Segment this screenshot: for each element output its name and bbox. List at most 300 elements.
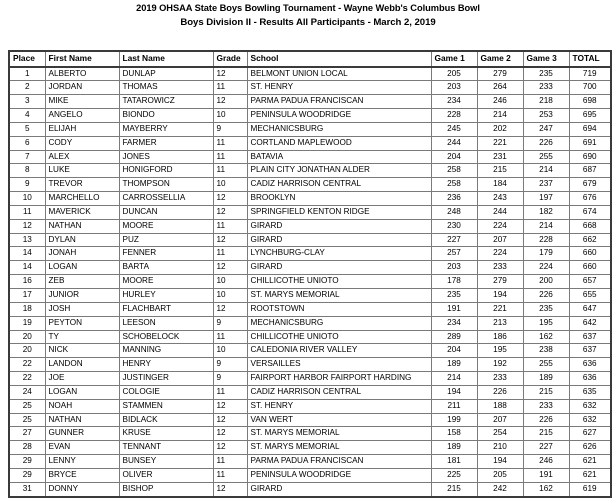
cell-game-2: 233 [477, 372, 523, 386]
cell-total: 679 [569, 178, 611, 192]
cell-game-2: 224 [477, 247, 523, 261]
cell-game-3: 253 [523, 109, 569, 123]
cell-game-2: 213 [477, 316, 523, 330]
cell-game-1: 227 [431, 233, 477, 247]
cell-grade: 10 [213, 289, 247, 303]
cell-grade: 12 [213, 482, 247, 496]
cell-grade: 11 [213, 330, 247, 344]
cell-game-3: 237 [523, 178, 569, 192]
cell-place: 5 [9, 122, 45, 136]
cell-game-2: 192 [477, 358, 523, 372]
cell-total: 647 [569, 302, 611, 316]
cell-game-3: 247 [523, 122, 569, 136]
cell-first-name: ANGELO [45, 109, 119, 123]
cell-last-name: STAMMEN [119, 399, 213, 413]
cell-game-2: 231 [477, 150, 523, 164]
column-header-game-3: Game 3 [523, 51, 569, 67]
cell-game-3: 228 [523, 233, 569, 247]
cell-grade: 11 [213, 164, 247, 178]
cell-game-3: 195 [523, 316, 569, 330]
cell-game-2: 233 [477, 261, 523, 275]
cell-total: 695 [569, 109, 611, 123]
cell-total: 668 [569, 219, 611, 233]
table-row [9, 233, 611, 247]
cell-total: 660 [569, 247, 611, 261]
cell-grade: 12 [213, 192, 247, 206]
cell-first-name: DONNY [45, 482, 119, 496]
cell-grade: 12 [213, 233, 247, 247]
cell-game-2: 242 [477, 482, 523, 496]
cell-game-3: 255 [523, 150, 569, 164]
cell-game-2: 205 [477, 468, 523, 482]
cell-first-name: LANDON [45, 358, 119, 372]
cell-game-1: 258 [431, 178, 477, 192]
column-header-total: TOTAL [569, 51, 611, 67]
cell-game-1: 189 [431, 358, 477, 372]
cell-grade: 11 [213, 219, 247, 233]
cell-game-1: 234 [431, 95, 477, 109]
page-titles [0, 0, 616, 30]
cell-place: 12 [9, 219, 45, 233]
cell-game-2: 221 [477, 302, 523, 316]
table-body [9, 67, 611, 497]
cell-game-2: 186 [477, 330, 523, 344]
cell-game-2: 184 [477, 178, 523, 192]
cell-school: CADIZ HARRISON CENTRAL [247, 178, 431, 192]
cell-first-name: NOAH [45, 399, 119, 413]
cell-game-2: 224 [477, 219, 523, 233]
cell-total: 632 [569, 399, 611, 413]
cell-game-2: 226 [477, 385, 523, 399]
cell-game-3: 197 [523, 192, 569, 206]
cell-first-name: TREVOR [45, 178, 119, 192]
cell-school: CALEDONIA RIVER VALLEY [247, 344, 431, 358]
cell-school: LYNCHBURG-CLAY [247, 247, 431, 261]
table-row [9, 136, 611, 150]
cell-last-name: THOMPSON [119, 178, 213, 192]
cell-game-2: 214 [477, 109, 523, 123]
column-header-last-name: Last Name [119, 51, 213, 67]
cell-last-name: BISHOP [119, 482, 213, 496]
cell-last-name: JUSTINGER [119, 372, 213, 386]
cell-game-2: 188 [477, 399, 523, 413]
cell-last-name: CARROSSELLIA [119, 192, 213, 206]
cell-school: ST. MARYS MEMORIAL [247, 441, 431, 455]
table-row [9, 358, 611, 372]
column-header-game-1: Game 1 [431, 51, 477, 67]
cell-game-2: 279 [477, 67, 523, 81]
cell-game-1: 211 [431, 399, 477, 413]
table-row [9, 330, 611, 344]
cell-first-name: PEYTON [45, 316, 119, 330]
cell-total: 636 [569, 358, 611, 372]
cell-first-name: JUNIOR [45, 289, 119, 303]
cell-first-name: ZEB [45, 275, 119, 289]
cell-game-1: 215 [431, 482, 477, 496]
cell-total: 694 [569, 122, 611, 136]
cell-school: CORTLAND MAPLEWOOD [247, 136, 431, 150]
cell-school: MECHANICSBURG [247, 122, 431, 136]
cell-first-name: JONAH [45, 247, 119, 261]
cell-place: 16 [9, 275, 45, 289]
cell-game-2: 264 [477, 81, 523, 95]
cell-school: GIRARD [247, 233, 431, 247]
cell-grade: 12 [213, 95, 247, 109]
cell-game-3: 182 [523, 205, 569, 219]
cell-grade: 12 [213, 441, 247, 455]
cell-game-1: 248 [431, 205, 477, 219]
table-row [9, 482, 611, 496]
cell-place: 20 [9, 344, 45, 358]
cell-school: CHILLICOTHE UNIOTO [247, 330, 431, 344]
cell-game-2: 207 [477, 413, 523, 427]
cell-game-2: 243 [477, 192, 523, 206]
cell-game-2: 194 [477, 289, 523, 303]
cell-total: 627 [569, 427, 611, 441]
cell-school: PARMA PADUA FRANCISCAN [247, 95, 431, 109]
cell-first-name: DYLAN [45, 233, 119, 247]
table-row [9, 316, 611, 330]
column-header-school: School [247, 51, 431, 67]
table-row [9, 192, 611, 206]
cell-place: 7 [9, 150, 45, 164]
column-header-first-name: First Name [45, 51, 119, 67]
cell-grade: 11 [213, 81, 247, 95]
cell-total: 636 [569, 372, 611, 386]
cell-place: 4 [9, 109, 45, 123]
cell-place: 10 [9, 192, 45, 206]
cell-game-1: 204 [431, 150, 477, 164]
results-table-container [0, 50, 616, 498]
cell-game-1: 191 [431, 302, 477, 316]
cell-place: 20 [9, 330, 45, 344]
cell-first-name: GUNNER [45, 427, 119, 441]
cell-last-name: TATAROWICZ [119, 95, 213, 109]
cell-school: GIRARD [247, 482, 431, 496]
cell-game-3: 214 [523, 164, 569, 178]
cell-school: BELMONT UNION LOCAL [247, 67, 431, 81]
cell-school: GIRARD [247, 261, 431, 275]
cell-first-name: LENNY [45, 455, 119, 469]
table-row [9, 441, 611, 455]
tournament-title: 2019 OHSAA State Boys Bowling Tournament - Wayne Webb's Columbus Bowl [136, 3, 480, 13]
cell-game-2: 210 [477, 441, 523, 455]
table-row [9, 205, 611, 219]
cell-game-1: 228 [431, 109, 477, 123]
cell-game-3: 200 [523, 275, 569, 289]
cell-place: 25 [9, 399, 45, 413]
cell-first-name: NATHAN [45, 413, 119, 427]
table-row [9, 468, 611, 482]
cell-school: ST. MARYS MEMORIAL [247, 427, 431, 441]
table-row [9, 413, 611, 427]
cell-game-3: 233 [523, 399, 569, 413]
cell-school: VERSAILLES [247, 358, 431, 372]
cell-place: 14 [9, 247, 45, 261]
table-row [9, 247, 611, 261]
cell-first-name: JOE [45, 372, 119, 386]
cell-place: 2 [9, 81, 45, 95]
cell-game-3: 162 [523, 330, 569, 344]
cell-last-name: LEESON [119, 316, 213, 330]
cell-game-1: 189 [431, 441, 477, 455]
cell-total: 719 [569, 67, 611, 81]
cell-first-name: NATHAN [45, 219, 119, 233]
table-row [9, 427, 611, 441]
cell-first-name: CODY [45, 136, 119, 150]
cell-school: ST. HENRY [247, 81, 431, 95]
cell-game-2: 194 [477, 455, 523, 469]
cell-grade: 12 [213, 261, 247, 275]
cell-total: 698 [569, 95, 611, 109]
cell-school: CHILLICOTHE UNIOTO [247, 275, 431, 289]
cell-game-2: 207 [477, 233, 523, 247]
cell-total: 676 [569, 192, 611, 206]
cell-total: 690 [569, 150, 611, 164]
cell-grade: 10 [213, 344, 247, 358]
cell-grade: 11 [213, 385, 247, 399]
cell-grade: 12 [213, 302, 247, 316]
cell-grade: 9 [213, 122, 247, 136]
table-row [9, 95, 611, 109]
cell-school: PARMA PADUA FRANCISCAN [247, 455, 431, 469]
cell-last-name: SCHOBELOCK [119, 330, 213, 344]
cell-last-name: OLIVER [119, 468, 213, 482]
cell-place: 19 [9, 316, 45, 330]
cell-total: 626 [569, 441, 611, 455]
cell-game-3: 215 [523, 385, 569, 399]
cell-last-name: MAYBERRY [119, 122, 213, 136]
cell-grade: 12 [213, 427, 247, 441]
cell-game-3: 255 [523, 358, 569, 372]
cell-game-1: 178 [431, 275, 477, 289]
cell-grade: 11 [213, 455, 247, 469]
table-row [9, 109, 611, 123]
column-header-grade: Grade [213, 51, 247, 67]
cell-first-name: BRYCE [45, 468, 119, 482]
cell-game-3: 226 [523, 413, 569, 427]
cell-game-1: 244 [431, 136, 477, 150]
cell-place: 18 [9, 302, 45, 316]
cell-school: PLAIN CITY JONATHAN ALDER [247, 164, 431, 178]
cell-last-name: BUNSEY [119, 455, 213, 469]
cell-place: 22 [9, 358, 45, 372]
cell-last-name: BARTA [119, 261, 213, 275]
cell-first-name: JORDAN [45, 81, 119, 95]
cell-last-name: BIDLACK [119, 413, 213, 427]
table-row [9, 385, 611, 399]
cell-school: BROOKLYN [247, 192, 431, 206]
cell-game-1: 258 [431, 164, 477, 178]
cell-game-3: 224 [523, 261, 569, 275]
cell-total: 655 [569, 289, 611, 303]
cell-grade: 10 [213, 109, 247, 123]
cell-last-name: TENNANT [119, 441, 213, 455]
cell-first-name: ALBERTO [45, 67, 119, 81]
cell-last-name: PUZ [119, 233, 213, 247]
cell-last-name: KRUSE [119, 427, 213, 441]
cell-total: 687 [569, 164, 611, 178]
cell-game-3: 218 [523, 95, 569, 109]
cell-game-3: 189 [523, 372, 569, 386]
cell-grade: 11 [213, 150, 247, 164]
cell-first-name: MARCHELLO [45, 192, 119, 206]
cell-total: 619 [569, 482, 611, 496]
cell-game-1: 214 [431, 372, 477, 386]
results-table [8, 50, 612, 498]
cell-school: ST. HENRY [247, 399, 431, 413]
table-row [9, 275, 611, 289]
cell-place: 17 [9, 289, 45, 303]
cell-game-3: 162 [523, 482, 569, 496]
cell-game-3: 191 [523, 468, 569, 482]
cell-last-name: HENRY [119, 358, 213, 372]
table-header [9, 51, 611, 67]
cell-last-name: MANNING [119, 344, 213, 358]
cell-total: 657 [569, 275, 611, 289]
cell-grade: 12 [213, 399, 247, 413]
table-row [9, 81, 611, 95]
cell-game-3: 238 [523, 344, 569, 358]
cell-game-3: 227 [523, 441, 569, 455]
cell-game-1: 194 [431, 385, 477, 399]
cell-last-name: THOMAS [119, 81, 213, 95]
cell-game-2: 244 [477, 205, 523, 219]
cell-game-2: 202 [477, 122, 523, 136]
cell-last-name: HURLEY [119, 289, 213, 303]
cell-game-1: 234 [431, 316, 477, 330]
cell-place: 11 [9, 205, 45, 219]
cell-last-name: FLACHBART [119, 302, 213, 316]
cell-first-name: NICK [45, 344, 119, 358]
cell-place: 25 [9, 413, 45, 427]
cell-game-1: 204 [431, 344, 477, 358]
cell-first-name: MAVERICK [45, 205, 119, 219]
cell-place: 13 [9, 233, 45, 247]
cell-game-3: 246 [523, 455, 569, 469]
cell-grade: 12 [213, 205, 247, 219]
cell-grade: 10 [213, 178, 247, 192]
cell-total: 621 [569, 455, 611, 469]
cell-place: 31 [9, 482, 45, 496]
cell-game-3: 226 [523, 289, 569, 303]
table-row [9, 164, 611, 178]
cell-place: 24 [9, 385, 45, 399]
cell-first-name: LOGAN [45, 385, 119, 399]
cell-total: 637 [569, 330, 611, 344]
cell-school: ROOTSTOWN [247, 302, 431, 316]
cell-place: 14 [9, 261, 45, 275]
table-row [9, 150, 611, 164]
cell-first-name: EVAN [45, 441, 119, 455]
cell-grade: 11 [213, 136, 247, 150]
table-row [9, 372, 611, 386]
cell-school: CADIZ HARRISON CENTRAL [247, 385, 431, 399]
cell-game-1: 203 [431, 81, 477, 95]
table-row [9, 344, 611, 358]
table-row [9, 178, 611, 192]
cell-total: 642 [569, 316, 611, 330]
cell-game-1: 203 [431, 261, 477, 275]
cell-game-3: 233 [523, 81, 569, 95]
cell-grade: 9 [213, 372, 247, 386]
cell-last-name: JONES [119, 150, 213, 164]
cell-total: 660 [569, 261, 611, 275]
cell-game-3: 226 [523, 136, 569, 150]
cell-place: 8 [9, 164, 45, 178]
cell-last-name: MOORE [119, 219, 213, 233]
cell-school: PENINSULA WOODRIDGE [247, 109, 431, 123]
cell-game-2: 246 [477, 95, 523, 109]
table-row [9, 261, 611, 275]
cell-game-3: 235 [523, 302, 569, 316]
division-subtitle: Boys Division II - Results All Participants - March 2, 2019 [180, 17, 436, 28]
cell-last-name: DUNCAN [119, 205, 213, 219]
cell-last-name: MOORE [119, 275, 213, 289]
cell-total: 621 [569, 468, 611, 482]
cell-last-name: BIONDO [119, 109, 213, 123]
cell-school: SPRINGFIELD KENTON RIDGE [247, 205, 431, 219]
cell-first-name: ALEX [45, 150, 119, 164]
cell-total: 662 [569, 233, 611, 247]
table-row [9, 67, 611, 81]
cell-last-name: HONIGFORD [119, 164, 213, 178]
table-row [9, 219, 611, 233]
cell-game-3: 235 [523, 67, 569, 81]
cell-place: 3 [9, 95, 45, 109]
cell-last-name: COLOGIE [119, 385, 213, 399]
cell-school: BATAVIA [247, 150, 431, 164]
cell-first-name: JOSH [45, 302, 119, 316]
cell-total: 691 [569, 136, 611, 150]
cell-game-1: 235 [431, 289, 477, 303]
cell-game-3: 179 [523, 247, 569, 261]
cell-school: ST. MARYS MEMORIAL [247, 289, 431, 303]
cell-game-2: 215 [477, 164, 523, 178]
cell-place: 29 [9, 468, 45, 482]
table-row [9, 122, 611, 136]
cell-game-2: 221 [477, 136, 523, 150]
cell-first-name: LUKE [45, 164, 119, 178]
cell-grade: 12 [213, 413, 247, 427]
cell-game-1: 205 [431, 67, 477, 81]
cell-game-1: 289 [431, 330, 477, 344]
cell-total: 632 [569, 413, 611, 427]
table-row [9, 399, 611, 413]
cell-game-2: 254 [477, 427, 523, 441]
cell-game-1: 236 [431, 192, 477, 206]
cell-first-name: LOGAN [45, 261, 119, 275]
cell-game-2: 195 [477, 344, 523, 358]
cell-place: 29 [9, 455, 45, 469]
column-header-game-2: Game 2 [477, 51, 523, 67]
column-header-place: Place [9, 51, 45, 67]
cell-game-1: 199 [431, 413, 477, 427]
cell-first-name: MIKE [45, 95, 119, 109]
cell-grade: 11 [213, 468, 247, 482]
cell-game-3: 215 [523, 427, 569, 441]
table-header-row [9, 51, 611, 67]
cell-grade: 11 [213, 247, 247, 261]
cell-grade: 9 [213, 316, 247, 330]
cell-place: 1 [9, 67, 45, 81]
cell-game-1: 181 [431, 455, 477, 469]
table-row [9, 455, 611, 469]
cell-total: 700 [569, 81, 611, 95]
cell-grade: 12 [213, 67, 247, 81]
cell-school: VAN WERT [247, 413, 431, 427]
cell-grade: 10 [213, 275, 247, 289]
